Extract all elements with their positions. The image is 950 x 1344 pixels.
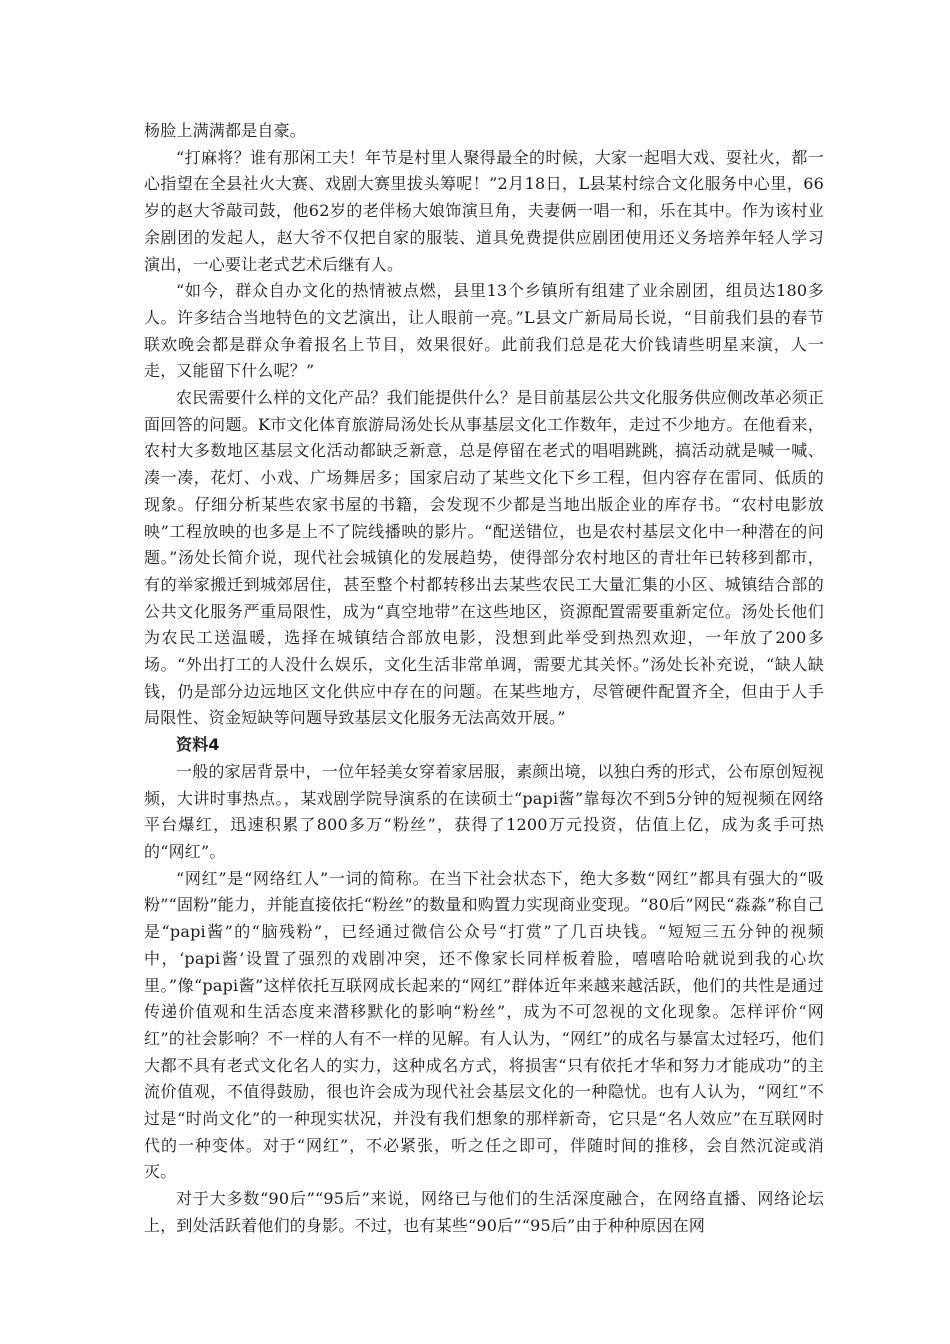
paragraph-1: 杨脸上满满都是自豪。 xyxy=(144,121,307,140)
paragraph-2: “打麻将？谁有那闲工夫！年节是村里人聚得最全的时候，大家一起唱大戏、耍社火，都一心指望在全县社火大赛、戏剧大赛里拔头筹呢！”2月18日，L县某村综合文化服务中心里，66岁的赵大爷敲司鼓，他62岁的老伴杨大娘饰演旦角，夫妻俩一唱一和，乐在其中。作为该村业余剧团的发起人，赵大爷不仅把自家的服装、道具免费提供应剧团使用还义务培养年轻人学习演出，一心要让老式艺术后继有人。 xyxy=(144,147,824,274)
section-heading: 资料4 xyxy=(176,735,220,755)
paragraph-7: 对于大多数“90后”“95后”来说，网络已与他们的生活深度融合，在网络直播、网络论坛上，到处活跃着他们的身影。不过，也有某些“90后”“95后”由于种种原因在网 xyxy=(144,1189,824,1235)
paragraph-6: “网红”是“网络红人”一词的简称。在当下社会状态下，绝大多数“网红”都具有强大的“吸粉”“固粉”能力，并能直接依托“粉丝”的数量和购置力实现商业变现。“80后”网民“淼淼”称自己是“papi酱”的“脑残粉”，已经通过微信公众号“打赏”了几百块钱。“短短三五分钟的视频中，‘papi酱’设置了强烈的戏剧冲突，还不像家长同样板着脸，嘻嘻哈哈就说到我的心坎里。”像“papi酱”这样依托互联网成长起来的“网红”群体近年来越来越活跃，他们的共性是通过传递价值观和生活态度来潜移默化的影响“粉丝”，成为不可忽视的文化现象。怎样评价“网红”的社会影响？不一样的人有不一样的见解。有人认为，“网红”的成名与暴富太过轻巧，他们大都不具有老式文化名人的实力，这种成名方式，将损害“只有依托才华和努力才能成功”的主流价值观，不值得鼓励，很也许会成为现代社会基层文化的一种隐忧。也有人认为，“网红”不过是“时尚文化”的一种现实状况，并没有我们想象的那样新奇，它只是“名人效应”在互联网时代的一种变体。对于“网红”，不必紧张，听之任之即可，伴随时间的推移，会自然沉淀或消灭。 xyxy=(144,868,824,1182)
paragraph-3: “如今，群众自办文化的热情被点燃，县里13个乡镇所有组建了业余剧团，组员达180多人。许多结合当地特色的文艺演出，让人眼前一亮。”L县文广新局局长说，“目前我们县的春节联欢晚会都是群众争着报名上节目，效果很好。此前我们总是花大价钱请些明星来演，人一走，又能留下什么呢？” xyxy=(144,281,824,381)
paragraph-5: 一般的家居背景中，一位年轻美女穿着家居服，素颜出境，以独白秀的形式，公布原创短视频，大讲时事热点。，某戏剧学院导演系的在读硕士“papi酱”靠每次不到5分钟的短视频在网络平台爆红，迅速积累了800多万“粉丝”，获得了1200万元投资，估值上亿，成为炙手可热的“网红”。 xyxy=(144,761,825,861)
document-page xyxy=(144,118,824,1240)
paragraph-4: 农民需要什么样的文化产品？我们能提供什么？是目前基层公共文化服务供应侧改革必须正面回答的问题。K市文化体育旅游局汤处长从事基层文化工作数年，走过不少地方。在他看来，农村大多数地区基层文化活动都缺乏新意，总是停留在老式的唱唱跳跳，搞活动就是喊一喊、凑一凑，花灯、小戏、广场舞居多；国家启动了某些文化下乡工程，但内容存在雷同、低质的现象。仔细分析某些农家书屋的书籍，会发现不少都是当地出版企业的库存书。“农村电影放映”工程放映的也多是上不了院线播映的影片。“配送错位，也是农村基层文化中一种潜在的问题。”汤处长简介说，现代社会城镇化的发展趋势，使得部分农村地区的青壮年已转移到都市，有的举家搬迁到城郊居住，甚至整个村都转移出去某些农民工大量汇集的小区、城镇结合部的公共文化服务严重局限性，成为“真空地带”在这些地区，资源配置需要重新定位。汤处长他们为农民工送温暖，选择在城镇结合部放电影，没想到此举受到热烈欢迎，一年放了200多场。“外出打工的人没什么娱乐，文化生活非常单调，需要尤其关怀。”汤处长补充说，“缺人缺钱，仍是部分边远地区文化供应中存在的问题。在某些地方，尽管硬件配置齐全，但由于人手局限性、资金短缺等问题导致基层文化服务无法高效开展。” xyxy=(144,388,825,728)
